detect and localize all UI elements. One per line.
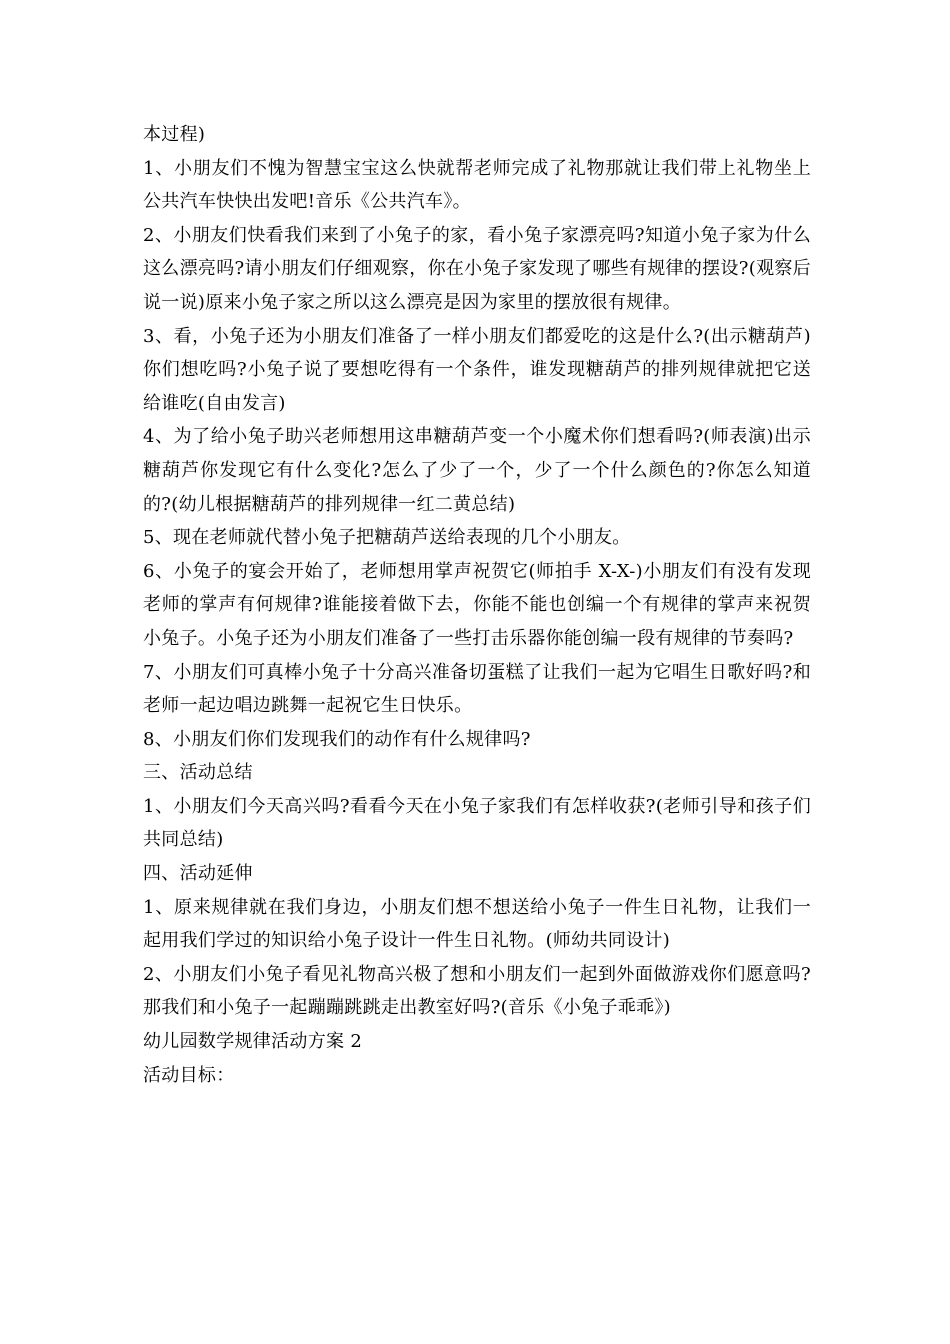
paragraph: 1、小朋友们不愧为智慧宝宝这么快就帮老师完成了礼物那就让我们带上礼物坐上公共汽车快快出发吧!音乐《公共汽车》。 bbox=[143, 157, 811, 213]
paragraph: 4、为了给小兔子助兴老师想用这串糖葫芦变一个小魔术你们想看吗?(师表演)出示糖葫芦你发现它有什么变化?怎么了少了一个，少了一个什么颜色的?你怎么知道的?(幼儿根据糖葫芦的排列规律一红二黄总结) bbox=[143, 426, 811, 515]
paragraph: 5、现在老师就代替小兔子把糖葫芦送给表现的几个小朋友。 bbox=[143, 527, 631, 549]
section-heading: 四、活动延伸 bbox=[143, 863, 253, 885]
document-body bbox=[143, 118, 811, 1092]
paragraph: 1、原来规律就在我们身边，小朋友们想不想送给小兔子一件生日礼物，让我们一起用我们学过的知识给小兔子设计一件生日礼物。(师幼共同设计) bbox=[143, 896, 811, 952]
section-heading: 活动目标： bbox=[143, 1064, 235, 1086]
paragraph: 本过程) bbox=[143, 124, 206, 145]
paragraph: 8、小朋友们你们发现我们的动作有什么规律吗? bbox=[143, 728, 531, 750]
paragraph: 3、看，小兔子还为小朋友们准备了一样小朋友们都爱吃的这是什么?(出示糖葫芦)你们想吃吗?小兔子说了要想吃得有一个条件，谁发现糖葫芦的排列规律就把它送给谁吃(自由发言) bbox=[143, 325, 811, 414]
paragraph: 2、小朋友们小兔子看见礼物高兴极了想和小朋友们一起到外面做游戏你们愿意吗?那我们和小兔子一起蹦蹦跳跳走出教室好吗?(音乐《小兔子乖乖》) bbox=[143, 963, 811, 1019]
paragraph: 1、小朋友们今天高兴吗?看看今天在小兔子家我们有怎样收获?(老师引导和孩子们共同总结) bbox=[143, 795, 811, 851]
paragraph: 2、小朋友们快看我们来到了小兔子的家，看小兔子家漂亮吗?知道小兔子家为什么这么漂亮吗?请小朋友们仔细观察，你在小兔子家发现了哪些有规律的摆设?(观察后说一说)原来小兔子家之所以这么漂亮是因为家里的摆放很有规律。 bbox=[143, 224, 811, 313]
paragraph: 7、小朋友们可真棒小兔子十分高兴准备切蛋糕了让我们一起为它唱生日歌好吗?和老师一起边唱边跳舞一起祝它生日快乐。 bbox=[143, 661, 811, 717]
paragraph: 6、小兔子的宴会开始了，老师想用掌声祝贺它(师拍手 X-X-)小朋友们有没有发现老师的掌声有何规律?谁能接着做下去，你能不能也创编一个有规律的掌声来祝贺小兔子。小兔子还为小朋友们准备了一些打击乐器你能创编一段有规律的节奏吗? bbox=[143, 560, 811, 649]
section-heading: 三、活动总结 bbox=[143, 762, 253, 784]
document-title: 幼儿园数学规律活动方案 2 bbox=[143, 1031, 363, 1053]
